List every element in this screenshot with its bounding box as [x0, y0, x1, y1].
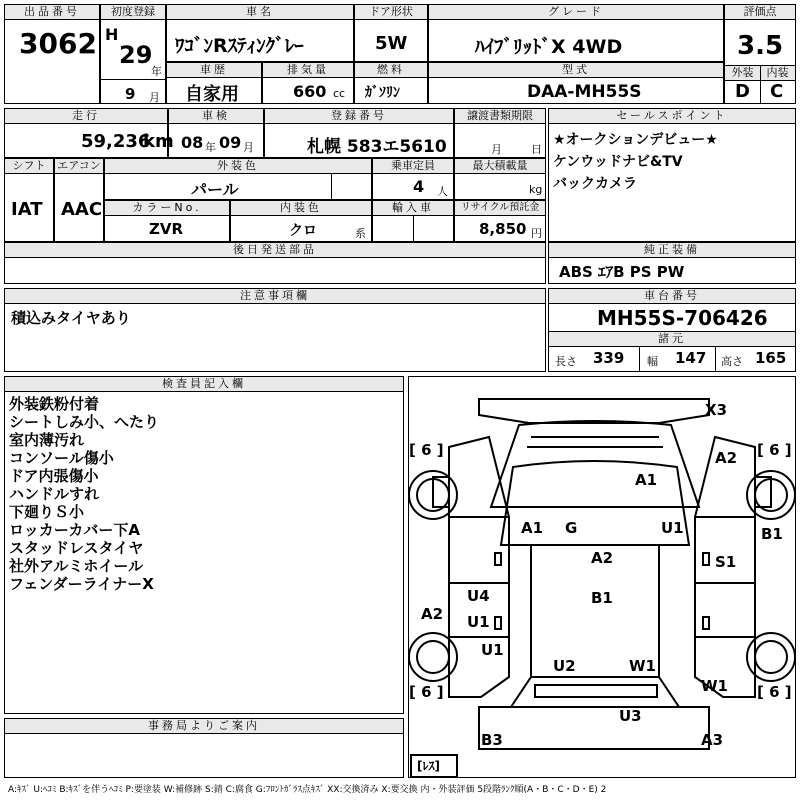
height: 165 — [755, 349, 787, 367]
capacity: 4 — [413, 177, 425, 196]
inspection-label: 車検 — [169, 109, 263, 124]
sales-point-2: ケンウッドナビ&TV — [553, 154, 683, 170]
plate-box — [264, 108, 454, 158]
tire-mark-rr: [ 6 ] — [757, 683, 792, 701]
chassis-box — [548, 288, 796, 372]
notes-box — [4, 288, 546, 372]
month-unit: 月 — [149, 91, 160, 104]
door-type: 5W — [375, 33, 408, 54]
damage-mark: U1 — [481, 641, 504, 659]
damage-mark: U3 — [619, 707, 642, 725]
mileage-unit: km — [143, 131, 174, 152]
damage-mark: U1 — [661, 519, 684, 537]
color-no-label: カラーNo. — [105, 201, 229, 216]
first-registration-box — [100, 4, 166, 104]
score-label: 評価点 — [725, 5, 795, 20]
damage-mark: X3 — [705, 401, 728, 419]
inspector-label: 検査員記入欄 — [5, 377, 403, 392]
door-label: ドア形状 — [355, 5, 427, 20]
score: 3.5 — [737, 31, 784, 61]
damage-mark: G — [565, 519, 578, 537]
grade: ﾊｲﾌﾞﾘｯﾄﾞX 4WD — [475, 36, 623, 58]
ac-box — [54, 158, 104, 242]
ac: AAC — [61, 199, 103, 220]
era: H — [105, 25, 119, 44]
mileage: 59,236 — [81, 131, 151, 152]
int-color: クロ — [289, 223, 317, 239]
damage-mark: S1 — [715, 553, 737, 571]
registration-month: 9 — [125, 85, 136, 103]
damage-mark: A3 — [701, 731, 724, 749]
chassis-label: 車台番号 — [549, 289, 795, 304]
fuel: ｶﾞｿﾘﾝ — [365, 85, 400, 101]
max-load-box — [454, 158, 546, 200]
mileage-box — [4, 108, 174, 158]
damage-mark: A1 — [521, 519, 544, 537]
color-no-box — [104, 200, 230, 242]
length-label: 長さ — [555, 355, 577, 368]
first-registration-label: 初度登録 — [101, 5, 165, 20]
inspector-line: シートしみ小、へたり — [9, 413, 160, 431]
max-load-unit: kg — [529, 183, 543, 196]
model: DAA-MH55S — [527, 82, 642, 102]
model-label: 型式 — [429, 63, 723, 78]
inspector-line: ロッカーカバー下A — [9, 521, 141, 539]
tire-mark-fl: [ 6 ] — [409, 441, 444, 459]
plate-label: 登録番号 — [265, 109, 453, 124]
inspection-month-unit: 月 — [243, 141, 254, 154]
equipment-label: 純正装備 — [549, 243, 795, 258]
office-box — [4, 718, 404, 778]
height-label: 高さ — [721, 355, 743, 368]
damage-mark: A2 — [421, 605, 444, 623]
history: 自家用 — [185, 84, 239, 105]
interior-label: 内装 — [760, 66, 795, 81]
transfer-month-unit: 月 — [491, 143, 502, 156]
mileage-label: 走行 — [5, 109, 167, 124]
int-color-box — [230, 200, 372, 242]
office-label: 事務局よりご案内 — [5, 719, 403, 734]
import-box — [372, 200, 454, 242]
transfer-box — [454, 108, 546, 158]
capacity-box — [372, 158, 454, 200]
grade-label: グレード — [429, 5, 723, 20]
damage-mark: U4 — [467, 587, 490, 605]
door-box — [354, 4, 428, 62]
lot-number-label: 出品番号 — [5, 5, 99, 20]
damage-mark: U2 — [553, 657, 576, 675]
car-outline-diagram — [409, 377, 795, 777]
sales-point-3: バックカメラ — [553, 176, 637, 192]
tire-mark-fr: [ 6 ] — [757, 441, 792, 459]
max-load-label: 最大積載量 — [455, 159, 545, 174]
capacity-unit: 人 — [437, 185, 448, 198]
inspector-line: ドア内張傷小 — [9, 467, 99, 485]
transfer-label: 譲渡書類期限 — [455, 109, 545, 124]
exterior-grade: D — [735, 81, 750, 102]
import-label: 輸入車 — [373, 201, 453, 216]
notes-label: 注意事項欄 — [5, 289, 545, 304]
ac-label: エアコン — [55, 159, 103, 174]
displacement-label: 排気量 — [263, 63, 353, 78]
inspector-box — [4, 376, 404, 714]
inspector-line: 室内薄汚れ — [9, 431, 85, 449]
tire-mark-rl: [ 6 ] — [409, 683, 444, 701]
width: 147 — [675, 349, 707, 367]
later-parts-box — [4, 242, 546, 284]
shift-box — [4, 158, 54, 242]
inspector-line: フェンダーライナーX — [9, 575, 154, 593]
length: 339 — [593, 349, 625, 367]
damage-mark: A1 — [635, 471, 658, 489]
damage-mark: B1 — [761, 525, 783, 543]
ext-color-box — [104, 158, 372, 200]
fuel-label: 燃料 — [355, 63, 427, 78]
inspection-year-unit: 年 — [205, 141, 216, 154]
shift-label: シフト — [5, 159, 53, 174]
transfer-day-unit: 日 — [531, 143, 542, 156]
equipment-box — [548, 242, 796, 284]
spare-mark: [ﾚｽ] — [417, 759, 440, 773]
inspection-month: 09 — [219, 133, 242, 152]
registration-year: 29 — [119, 41, 153, 69]
damage-legend: A:ｷｽﾞ U:ﾍｺﾐ B:ｷｽﾞを伴うﾍｺﾐ P:要塗装 W:補修跡 S:錆 C:腐食 G:ﾌﾛﾝﾄｶﾞﾗｽ点ｷｽﾞ XX:交換済み X:要交換 内・外装評価 5段階ﾗﾝｸ順(A・B・C・D・E) 2 — [8, 785, 607, 795]
car-name-box — [166, 4, 354, 62]
history-label: 車歴 — [167, 63, 261, 78]
inspection-year: 08 — [181, 133, 204, 152]
model-box — [428, 62, 724, 104]
recycle-unit: 円 — [531, 227, 542, 240]
inspector-line: 外装鉄粉付着 — [9, 395, 100, 413]
recycle-deposit: 8,850 — [479, 220, 527, 238]
displacement-unit: cc — [333, 87, 346, 100]
damage-mark: A2 — [591, 549, 614, 567]
interior-grade: C — [770, 81, 784, 102]
damage-diagram — [408, 376, 796, 778]
displacement: 660 — [293, 82, 327, 101]
year-unit: 年 — [151, 65, 162, 78]
score-box — [724, 4, 796, 104]
recycle-box — [454, 200, 546, 242]
sales-point-box — [548, 108, 796, 242]
inspector-line: 下廻りＳ小 — [9, 503, 85, 521]
sales-point-label: セールスポイント — [549, 109, 795, 124]
car-name-label: 車名 — [167, 5, 353, 20]
inspection-box — [168, 108, 264, 158]
plate-number: 札幌 583エ5610 — [307, 137, 447, 157]
damage-mark: W1 — [701, 677, 728, 695]
width-label: 幅 — [647, 355, 658, 368]
int-color-label: 内装色 — [231, 201, 371, 216]
damage-mark: A2 — [715, 449, 738, 467]
car-name: ﾜｺﾞﾝRｽﾃｨﾝｸﾞﾚｰ — [175, 35, 304, 57]
lot-number-box — [4, 4, 100, 104]
chassis-number: MH55S-706426 — [597, 306, 768, 330]
notes-text: 積込みタイヤあり — [11, 309, 131, 327]
recycle-label: リサイクル預託金 — [455, 201, 545, 216]
inspector-line: 社外アルミホイール — [9, 557, 144, 575]
damage-mark: B3 — [481, 731, 503, 749]
exterior-label: 外装 — [725, 66, 760, 81]
displacement-box — [262, 62, 354, 104]
ext-color: パール — [191, 180, 239, 199]
color-no: ZVR — [149, 220, 184, 238]
inspector-line: スタッドレスタイヤ — [9, 539, 144, 557]
sales-point-1: ★オークションデビュー★ — [553, 132, 718, 148]
later-parts-label: 後日発送部品 — [5, 243, 545, 258]
fuel-box — [354, 62, 428, 104]
specs-label: 諸元 — [549, 331, 795, 347]
shift: IAT — [11, 199, 43, 220]
damage-mark: B1 — [591, 589, 613, 607]
inspector-line: ハンドルすれ — [9, 485, 100, 503]
history-box — [166, 62, 262, 104]
int-color-unit: 系 — [355, 227, 366, 240]
equipment: ABS ｴｱB PS PW — [559, 263, 685, 281]
capacity-label: 乗車定員 — [373, 159, 453, 174]
damage-mark: U1 — [467, 613, 490, 631]
lot-number: 3062 — [19, 27, 97, 60]
inspector-line: コンソール傷小 — [9, 449, 114, 467]
grade-box — [428, 4, 724, 62]
damage-mark: W1 — [629, 657, 656, 675]
ext-color-label: 外装色 — [105, 159, 371, 174]
